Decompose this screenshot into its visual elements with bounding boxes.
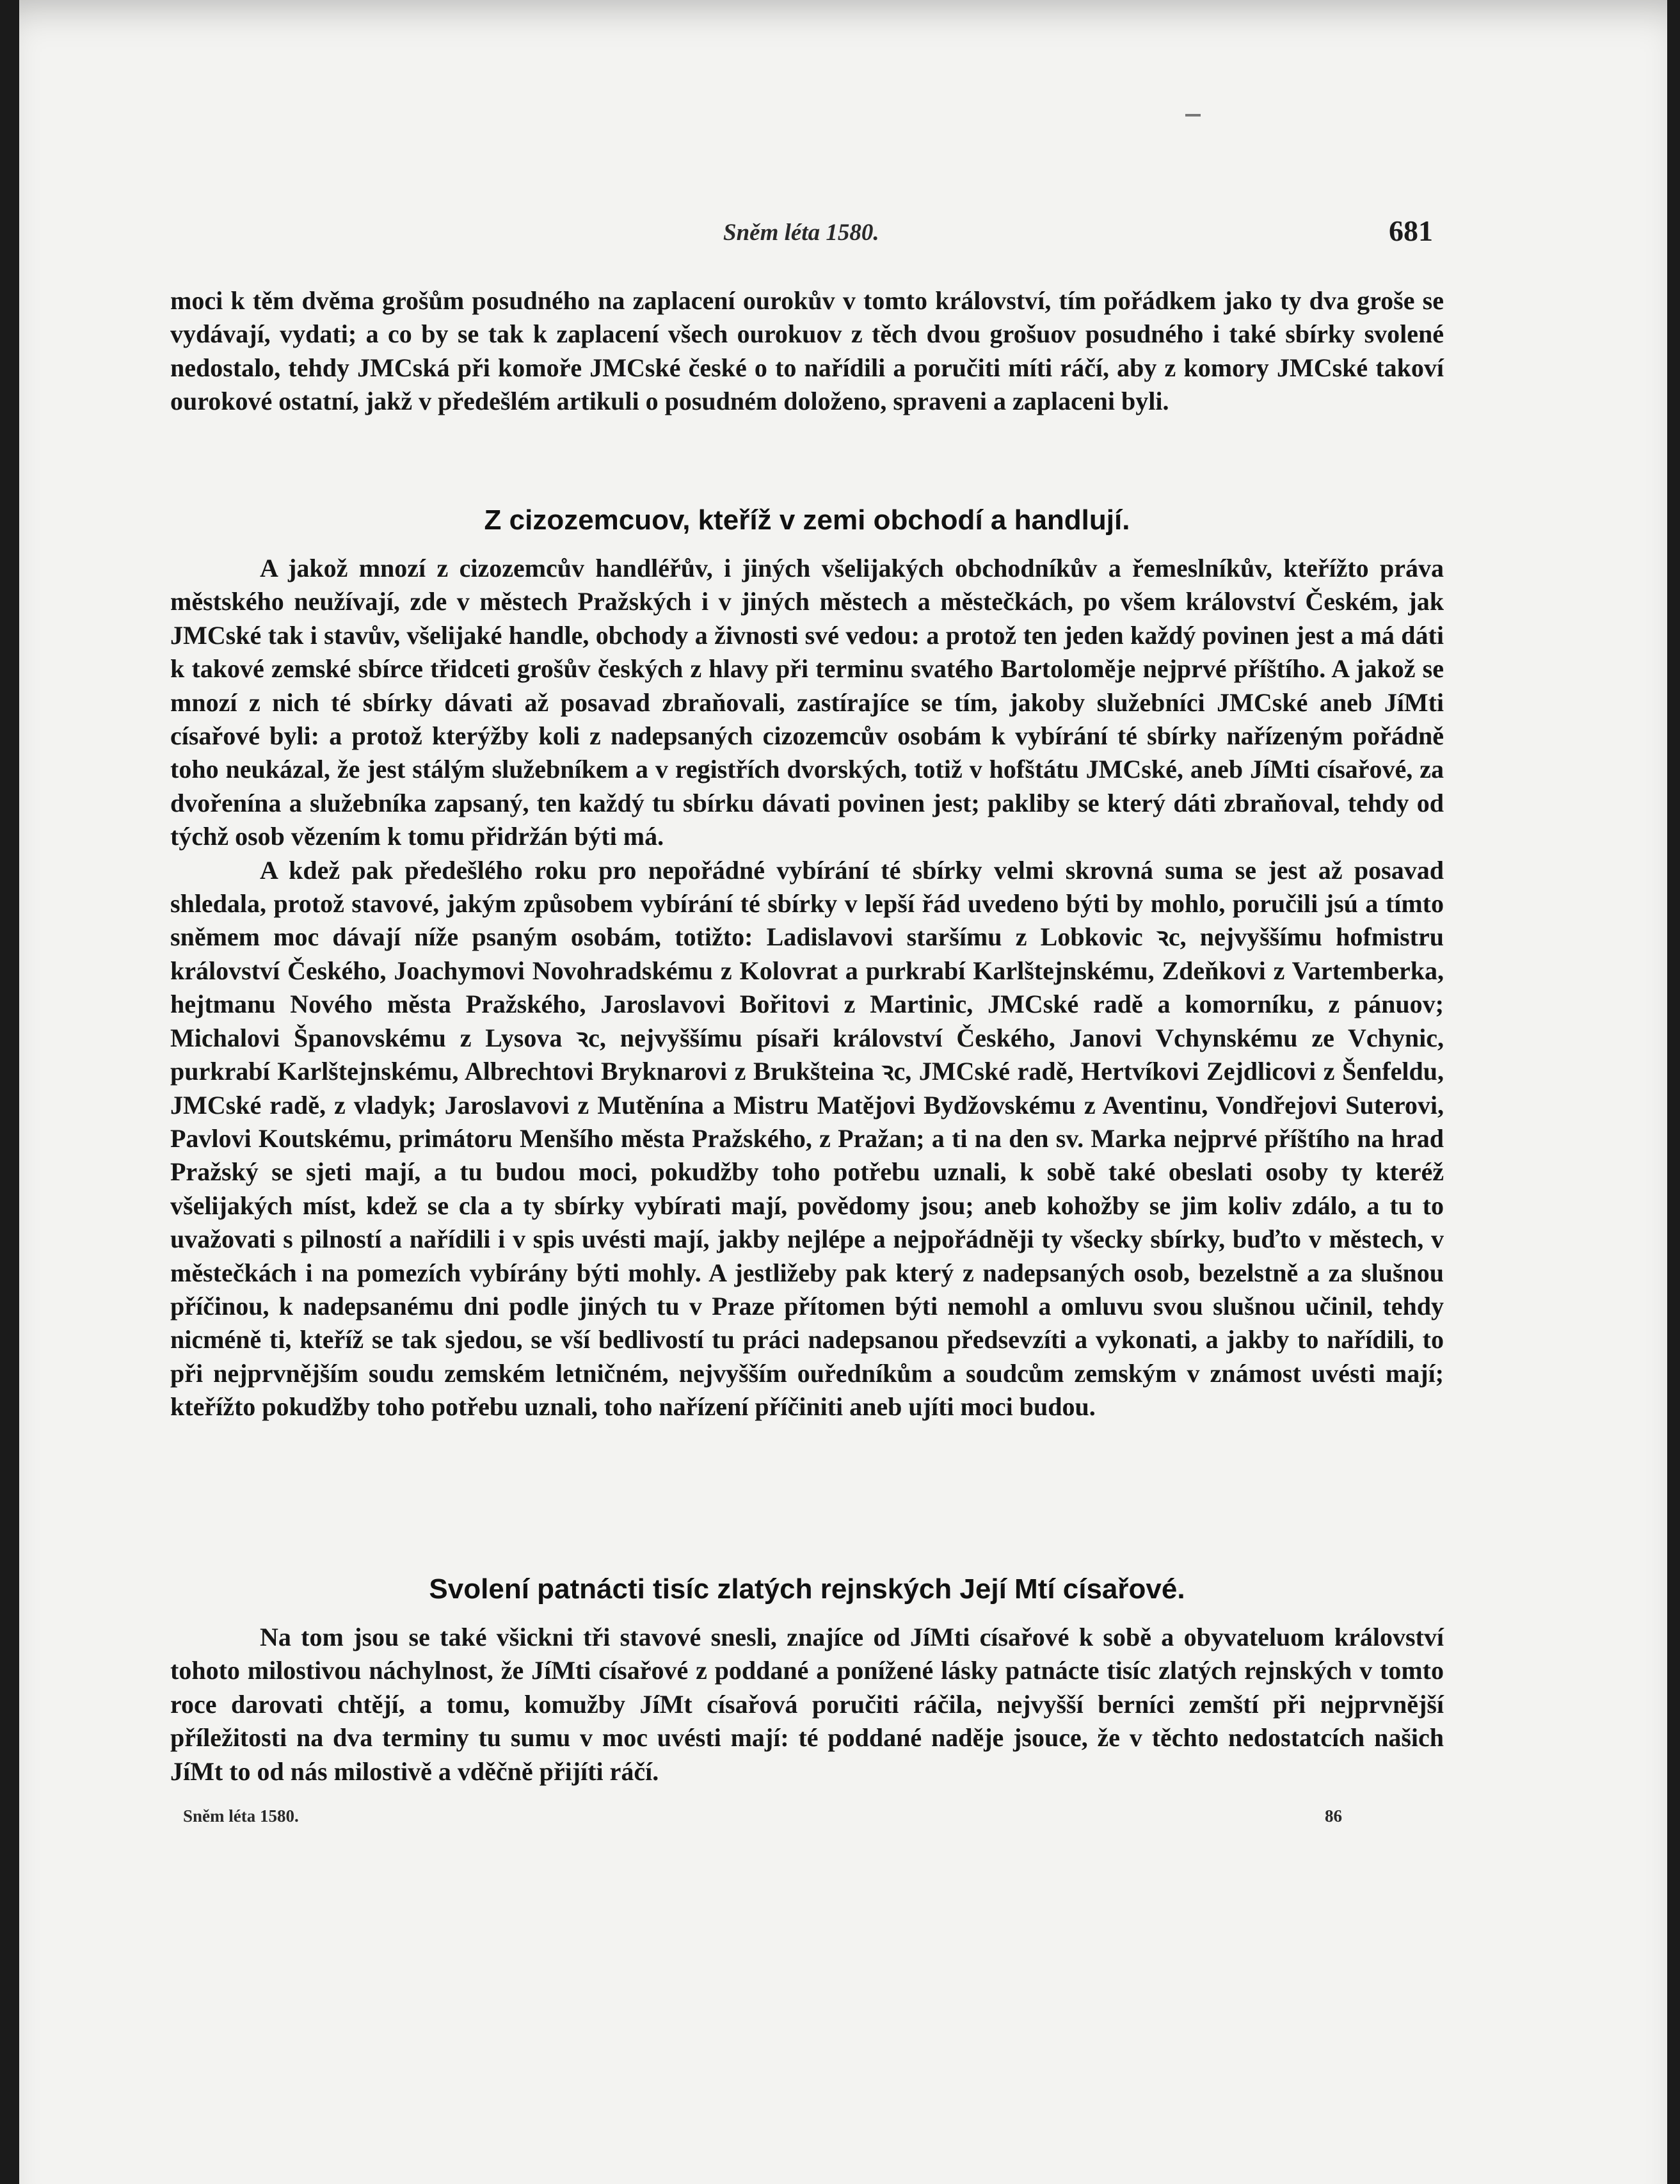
paragraph: A jakož mnozí z cizozemcův handléřův, i jiných všelijakých obchodníkův a řemeslníkův, kteřížto práva městského neužívají, zde v městech Pražských i v jiných městech a městečkách, po všem království Českém, jak JMCské tak i stavův, všelijaké handle, obchody a živnosti své vedou: a protož ten jeden každý povinen jest a má dáti k takové zemské sbírce třidceti grošův českých z hlavy při terminu svatého Bartoloměje nejprvé příštího. A jakož se mnozí z nich té sbírky dávati až posavad zbraňovali, zastírajíce se tím, jakoby služebníci JMCské aneb JíMti císařové byli: a protož kterýžby koli z nadepsaných cizozemcův osobám k vybírání té sbírky nařízeným pořádně toho neukázal, že jest stálým služebníkem a v registřích dvorských, totiž v hofštátu JMCské, aneb JíMti císařové, za dvořenína a služebníka zapsaný, ten každý tu sbírku dávati povinen jest; pakliby se který dáti zbraňoval, tehdy od týchž osob vězením k tomu přidržán býti má.: [170, 554, 1444, 851]
paragraph: A kdež pak předešlého roku pro nepořádné vybírání té sbírky velmi skrovná suma se jest až posavad shledala, protož stavové, jakým způsobem vybírání té sbírky v lepší řád uvedeno býti by mohlo, poručili jsú a tímto sněmem moc dávají níže psaným osobám, totižto: Ladislavovi staršímu z Lobkovic ꝛc, nejvyššímu hofmistru království Českého, Joachymovi Novohradskému z Kolovrat a purkrabí Karlštejnskému, Zdeňkovi z Vartemberka, hejtmanu Nového města Pražského, Jaroslavovi Bořitovi z Martinic, JMCské radě a komorníku, z pánuov; Michalovi Španovskému z Lysova ꝛc, nejvyššímu písaři království Českého, Janovi Vchynskému ze Vchynic, purkrabí Karlštejnskému, Albrechtovi Bryknarovi z Brukšteina ꝛc, JMCské radě, Hertvíkovi Zejdlicovi z Šenfeldu, JMCské radě, z vladyk; Jaroslavovi z Mutěnína a Mistru Matějovi Bydžovskému z Aventinu, Vondřejovi Suterovi, Pavlovi Koutskému, primátoru Menšího města Pražského, z Pražan; a ti na den sv. Marka nejprvé příštího na hrad Pražský se sjeti mají, a tu budou moci, pokudžby toho potřebu uznali, k sobě také obeslati osoby ty kteréž všelijakých míst, kdež se cla a ty sbírky vybírati mají, povědomy jsou; aneb kohožby se jim koliv zdálo, a tu to uvažovati s pilností a nařídili i v spis uvésti mají, jakby nejlépe a nejpořádněji ty všecky sbírky, buďto v městech, v městečkách i na pomezích vybírány býti mohly. A jestližeby pak který z nadepsaných osob, bezelstně a za slušnou příčinou, k nadepsanému dni podle jiných tu v Praze přítomen býti nemohl a omluvu svou slušnou učinil, tehdy nicméně ti, kteříž se tak sjedou, se vší bedlivostí tu práci nadepsanou předsevzíti a vykonati, a jakby to nařídili, to při nejprvnějším soudu zemském letničném, nejvyšším ouředníkům a soudcům zemským v známost uvésti mají; kteřížto pokudžby toho potřebu uznali, toho nařízení příčiniti aneb ujíti moci budou.: [170, 855, 1444, 1422]
section-heading: Z cizozemcuov, kteříž v zemi obchodí a handlují.: [484, 504, 1130, 536]
running-title: Sněm léta 1580.: [723, 220, 879, 246]
body-text-section-2: [170, 1621, 1444, 1788]
sheet-number: 86: [1325, 1806, 1342, 1826]
page-footer: [19, 1806, 1667, 1832]
section-heading: Svolení patnácti tisíc zlatých rejnských Její Mtí císařové.: [429, 1573, 1185, 1605]
paragraph: Na tom jsou se také všickni tři stavové snesli, znajíce od JíMti císařové k sobě a obyvateluom království tohoto milostivou náchylnost, že JíMti císařové z poddané a ponížené lásky patnácte tisíc zlatých rejnských v tomto roce darovati chtějí, a tomu, komužby JíMt císařová poručiti ráčila, nejvyšší berníci zemští při nejprvnější příležitosti na dva terminy tu sumu v moc uvésti mají: té poddané naděje jsouce, že v těchto nedostatcích našich JíMt to od nás milostivě a vděčně přijíti ráčí.: [170, 1623, 1444, 1786]
signature-mark: Sněm léta 1580.: [183, 1806, 299, 1826]
paragraph: moci k těm dvěma grošům posudného na zaplacení ourokův v tomto království, tím pořádkem jako ty dva groše se vydávají, vydati; a co by se tak k zaplacení všech ourokuov z těch dvou grošuov posudného i také sbírky svolené nedostalo, tehdy JMCská při komoře JMCské české o to nařídili a poručiti míti ráčí, aby z komory JMCské takoví ourokové ostatní, jakž v předešlém artikuli o posudném doloženo, spraveni a zaplaceni byli.: [170, 286, 1444, 416]
page-header: [19, 214, 1667, 257]
print-mark: [1185, 114, 1201, 116]
body-text-section-1: [170, 552, 1444, 1424]
document-page: [19, 0, 1667, 2184]
body-text-intro: [170, 284, 1444, 419]
page-number: 681: [1389, 214, 1433, 247]
